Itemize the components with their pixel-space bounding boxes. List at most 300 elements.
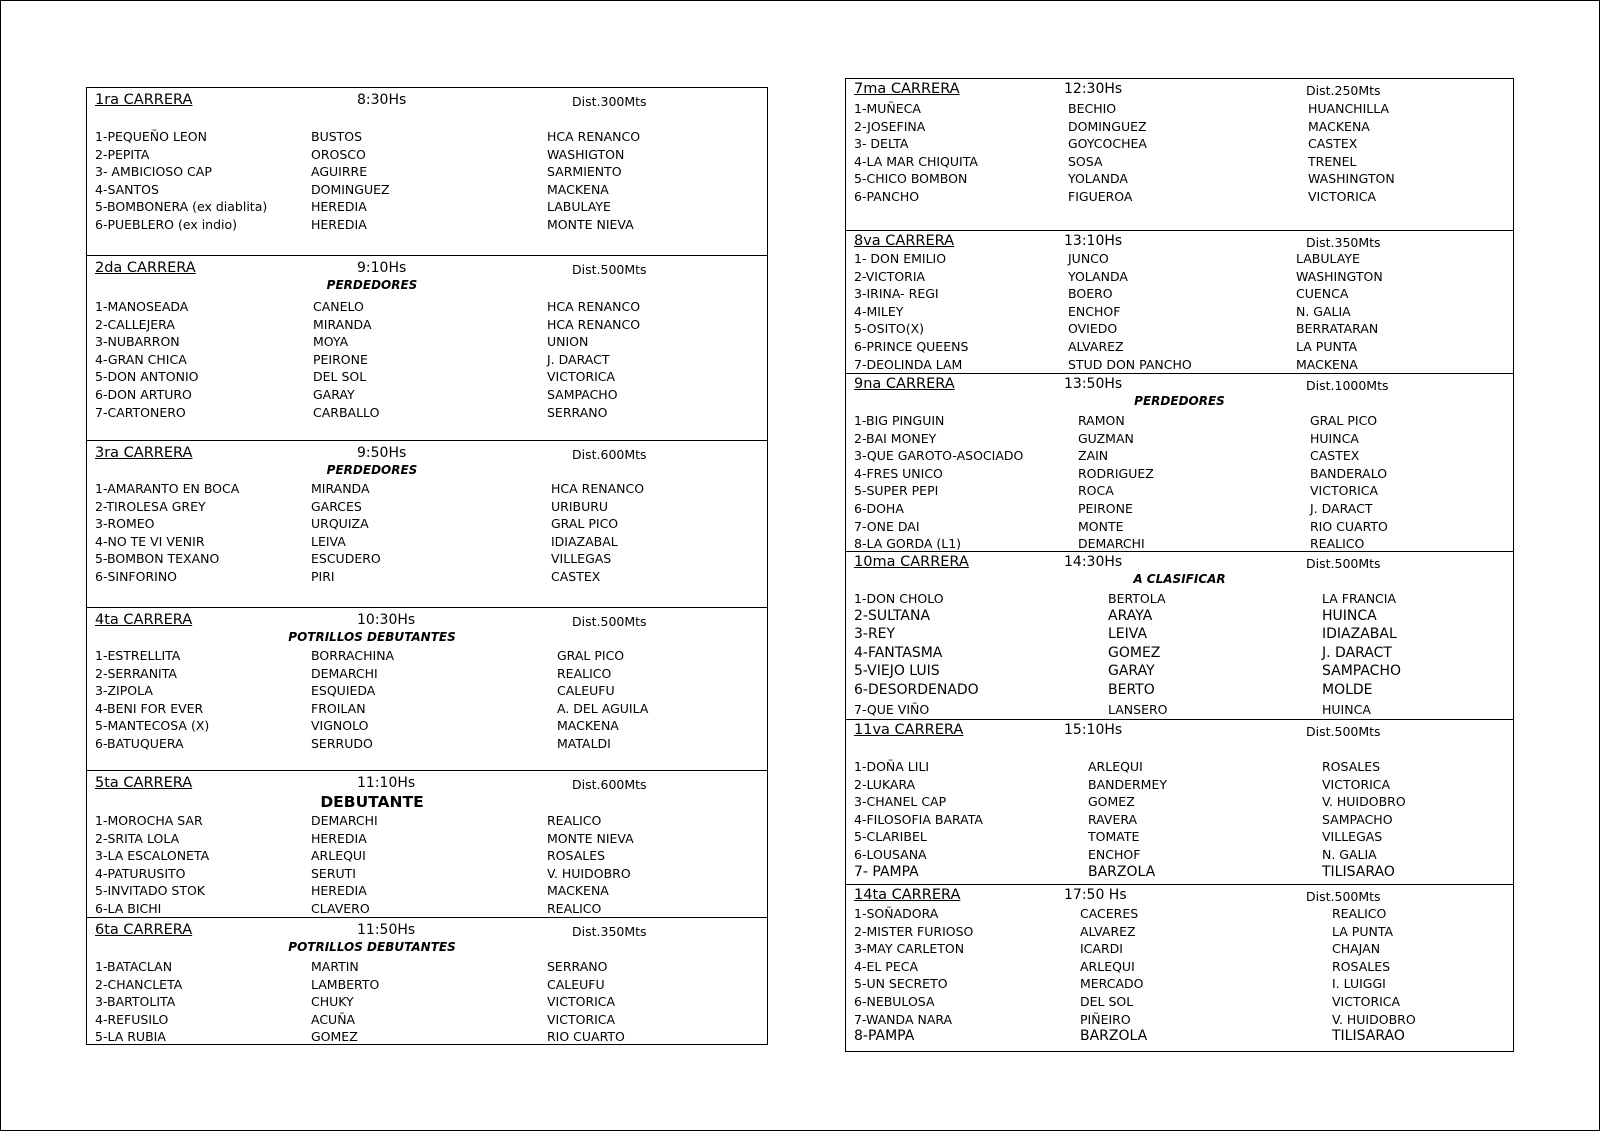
entry-list [87,480,767,586]
origin-place: CASTEX [551,568,601,584]
origin-place: REALICO [557,665,612,681]
jockey-name: YOLANDA [1068,268,1128,284]
entry-row [87,812,767,830]
entry-row [87,368,767,386]
jockey-name: RODRIGUEZ [1078,465,1154,481]
jockey-name: BORRACHINA [311,648,395,663]
race-block [87,440,767,607]
entry-row [846,701,1513,719]
entry-row [87,333,767,351]
entry-row [87,298,767,316]
entry-list [87,128,767,234]
jockey-name: BECHIO [1068,101,1117,116]
origin-place: TILISARAO [1332,1028,1405,1045]
race-time: 14:30Hs [1064,554,1123,570]
race-header [87,92,767,112]
horse-name: 2-MISTER FURIOSO [854,923,974,939]
origin-place: LA FRANCIA [1322,591,1397,606]
race-category-note: PERDEDORES [326,278,418,292]
race-block [87,770,767,917]
horse-name: 6-DESORDENADO [854,681,979,698]
entry-row [846,285,1513,303]
entry-row [87,700,767,718]
origin-place: N. GALIA [1322,846,1377,862]
horse-name: 2-SULTANA [854,607,931,624]
race-title: 14ta CARRERA [854,887,961,903]
race-header [846,376,1513,396]
race-header [846,554,1513,574]
entry-row [846,793,1513,811]
jockey-name: HEREDIA [311,216,367,232]
horse-name: 7-ONE DAI [854,518,920,534]
jockey-name: ICARDI [1080,941,1123,957]
jockey-name: LANSERO [1108,701,1168,717]
race-time: 11:50Hs [357,922,416,938]
horse-name: 3- DELTA [854,136,909,152]
jockey-name: GOYCOCHEA [1068,136,1147,152]
entry-row [87,993,767,1011]
origin-place: J. DARACT [1322,644,1392,661]
entry-row [87,386,767,404]
entry-row [846,100,1513,118]
horse-name: 7-QUE VIÑO [854,701,930,717]
entry-row [846,482,1513,500]
entry-row [87,882,767,900]
horse-name: 4-FRES UNICO [854,465,943,481]
entry-row [846,958,1513,976]
origin-place: MONTE NIEVA [547,216,634,232]
origin-place: CALEUFU [557,683,615,699]
jockey-name: BARZOLA [1080,1028,1148,1045]
origin-place: GRAL PICO [551,516,619,532]
horse-name: 4-FILOSOFIA BARATA [854,811,983,827]
race-category-note: PERDEDORES [1134,394,1225,408]
horse-name: 1- DON EMILIO [854,251,947,266]
race-header [87,445,767,465]
horse-name: 1-MUÑECA [854,101,921,116]
race-title: 11va CARRERA [854,722,964,738]
race-time: 8:30Hs [357,92,407,108]
origin-place: LA PUNTA [1296,338,1358,354]
entry-row [87,830,767,848]
race-category-note: PERDEDORES [326,463,418,477]
entry-row [846,940,1513,958]
origin-place: ROSALES [547,848,606,864]
race-header [87,612,767,632]
horse-name: 6-LA BICHI [95,900,162,916]
race-category-note: DEBUTANTE [320,793,424,811]
entry-row [846,320,1513,338]
race-distance: Dist.250Mts [1306,83,1381,98]
jockey-name: MONTE [1078,518,1124,534]
entry-row [87,958,767,976]
jockey-name: BERTOLA [1108,591,1166,606]
origin-place: J. DARACT [1310,500,1373,516]
horse-name: 3-BARTOLITA [95,994,176,1010]
entry-row [846,682,1513,701]
jockey-name: FROILAN [311,700,366,716]
origin-place: VICTORICA [1308,188,1377,204]
jockey-name: MIRANDA [311,481,370,496]
origin-place: LABULAYE [547,199,611,215]
jockey-name: YOLANDA [1068,171,1128,187]
jockey-name: FIGUEROA [1068,188,1133,204]
entry-row [846,250,1513,268]
entry-list [846,100,1513,206]
entry-row [846,905,1513,923]
origin-place: MACKENA [557,718,619,734]
entry-row [87,198,767,216]
horse-name: 6-PRINCE QUEENS [854,338,969,354]
entry-row [846,864,1513,883]
entry-list [846,250,1513,373]
horse-name: 4-FANTASMA [854,644,943,661]
entry-list [846,758,1513,882]
entry-row [846,828,1513,846]
race-header [846,722,1513,742]
horse-name: 5-LA RUBIA [95,1029,166,1045]
origin-place: HUINCA [1310,430,1359,446]
origin-place: J. DARACT [547,351,610,367]
entry-row [87,216,767,234]
jockey-name: STUD DON PANCHO [1068,356,1192,372]
jockey-name: RAVERA [1088,811,1138,827]
origin-place: CHAJAN [1332,941,1381,957]
origin-place: VICTORICA [547,369,616,385]
entry-row [87,515,767,533]
race-distance: Dist.500Mts [1306,889,1381,904]
entry-row [87,976,767,994]
horse-name: 1-BIG PINGUIN [854,413,945,428]
jockey-name: ESCUDERO [311,551,381,567]
entry-row [846,268,1513,286]
origin-place: CUENCA [1296,286,1349,302]
race-block [846,79,1513,230]
horse-name: 2-SRITA LOLA [95,830,180,846]
horse-name: 6-NEBULOSA [854,993,935,1009]
entry-row [846,1011,1513,1029]
entry-row [846,975,1513,993]
entry-row [846,758,1513,776]
entry-row [87,351,767,369]
horse-name: 5-UN SECRETO [854,976,948,992]
race-distance: Dist.500Mts [572,614,647,629]
jockey-name: DEMARCHI [311,813,378,828]
horse-name: 5-BOMBONERA (ex diablita) [95,199,268,215]
jockey-name: BOERO [1068,286,1113,302]
race-distance: Dist.300Mts [572,94,647,109]
origin-place: HUANCHILLA [1308,101,1390,116]
horse-name: 1-SOÑADORA [854,906,939,921]
entry-row [87,735,767,753]
race-header [87,922,767,942]
horse-name: 1-PEQUEÑO LEON [95,129,207,144]
race-distance: Dist.1000Mts [1306,378,1389,393]
jockey-name: OVIEDO [1068,321,1118,337]
origin-place: SARMIENTO [547,164,622,180]
entry-row [87,647,767,665]
race-block [846,551,1513,719]
jockey-name: ARLEQUI [1080,958,1135,974]
origin-place: VILLEGAS [1322,829,1383,845]
jockey-name: SOSA [1068,153,1103,169]
race-category-note: A CLASIFICAR [1133,572,1226,586]
jockey-name: RAMON [1078,413,1125,428]
race-time: 17:50 Hs [1064,887,1127,903]
entry-row [87,847,767,865]
horse-name: 3-LA ESCALONETA [95,848,210,864]
horse-name: 3-NUBARRON [95,334,180,350]
origin-place: REALICO [1310,536,1365,552]
horse-name: 6-BATUQUERA [95,735,184,751]
race-header [846,887,1513,907]
horse-name: 4-EL PECA [854,958,919,974]
jockey-name: TOMATE [1088,829,1140,845]
entry-row [846,188,1513,206]
horse-name: 2-CHANCLETA [95,976,183,992]
jockey-name: ESQUIEDA [311,683,376,699]
horse-name: 2-JOSEFINA [854,118,926,134]
entry-row [846,153,1513,171]
jockey-name: JUNCO [1068,251,1109,266]
horse-name: 2-SERRANITA [95,665,177,681]
entry-row [87,550,767,568]
race-title: 10ma CARRERA [854,554,969,570]
race-category-note: POTRILLOS DEBUTANTES [288,630,456,644]
horse-name: 3-ZIPOLA [95,683,153,699]
origin-place: REALICO [547,900,602,916]
jockey-name: ARAYA [1108,607,1153,624]
horse-name: 1-ESTRELLITA [95,648,181,663]
horse-name: 7-CARTONERO [95,404,186,420]
race-title: 5ta CARRERA [95,775,193,791]
origin-place: REALICO [1332,906,1387,921]
origin-place: VICTORICA [1322,776,1391,792]
race-time: 13:10Hs [1064,233,1123,249]
jockey-name: GUZMAN [1078,430,1134,446]
horse-name: 4-SANTOS [95,181,159,197]
entry-list [87,298,767,421]
origin-place: RIO CUARTO [1310,518,1388,534]
horse-name: 1-BATACLAN [95,959,173,974]
jockey-name: GOMEZ [1088,794,1135,810]
entry-row [846,118,1513,136]
origin-place: GRAL PICO [557,648,625,663]
jockey-name: MERCADO [1080,976,1144,992]
jockey-name: SERUTI [311,865,356,881]
entry-row [846,846,1513,864]
horse-name: 1-DON CHOLO [854,591,944,606]
entry-row [846,993,1513,1011]
horse-name: 2-LUKARA [854,776,916,792]
horse-name: 4-REFUSILO [95,1011,169,1027]
jockey-name: BERTO [1108,681,1155,698]
entry-row [846,590,1513,608]
origin-place: SAMPACHO [547,386,618,402]
horse-name: 5-DON ANTONIO [95,369,199,385]
origin-place: SERRANO [547,404,608,420]
jockey-name: PEIRONE [1078,500,1133,516]
entry-row [87,163,767,181]
jockey-name: BARZOLA [1088,863,1156,880]
race-time: 11:10Hs [357,775,416,791]
origin-place: IDIAZABAL [1322,626,1397,643]
origin-place: LABULAYE [1296,251,1360,266]
origin-place: WASHINGTON [1308,171,1395,187]
jockey-name: CARBALLO [313,404,380,420]
entry-row [846,303,1513,321]
origin-place: HUINCA [1322,701,1371,717]
origin-place: SERRANO [547,959,608,974]
origin-place: MACKENA [547,181,609,197]
jockey-name: DEL SOL [1080,993,1134,1009]
jockey-name: ARLEQUI [1088,759,1143,774]
race-title: 4ta CARRERA [95,612,193,628]
jockey-name: DEMARCHI [1078,536,1145,552]
origin-place: N. GALIA [1296,303,1351,319]
entry-row [846,608,1513,627]
origin-place: MOLDE [1322,681,1373,698]
origin-place: BANDERALO [1310,465,1388,481]
horse-name: 5-CHICO BOMBON [854,171,968,187]
horse-name: 6-PANCHO [854,188,920,204]
race-title: 6ta CARRERA [95,922,193,938]
origin-place: HCA RENANCO [547,299,641,314]
race-title: 7ma CARRERA [854,81,960,97]
jockey-name: ZAIN [1078,448,1109,464]
race-distance: Dist.350Mts [1306,235,1381,250]
jockey-name: CACERES [1080,906,1139,921]
origin-place: V. HUIDOBRO [1322,794,1406,810]
horse-name: 6-SINFORINO [95,568,178,584]
race-time: 9:10Hs [357,260,407,276]
horse-name: 3- AMBICIOSO CAP [95,164,212,180]
horse-name: 6-DON ARTURO [95,386,192,402]
entry-list [846,905,1513,1047]
entry-row [846,518,1513,536]
horse-name: 5-INVITADO STOK [95,883,205,899]
entry-row [846,645,1513,664]
race-block [87,607,767,770]
entry-row [87,404,767,422]
horse-name: 2-CALLEJERA [95,316,175,332]
entry-list [87,958,767,1046]
origin-place: ROSALES [1322,759,1381,774]
origin-place: CASTEX [1310,448,1360,464]
entry-row [846,663,1513,682]
origin-place: WASHINGTON [1296,268,1383,284]
origin-place: MACKENA [1308,118,1370,134]
origin-place: HCA RENANCO [547,129,641,144]
jockey-name: HEREDIA [311,883,367,899]
left-race-column [86,87,768,1045]
origin-place: GRAL PICO [1310,413,1378,428]
origin-place: HCA RENANCO [551,481,645,496]
entry-row [87,128,767,146]
entry-row [87,568,767,586]
entry-list [87,812,767,918]
origin-place: VICTORICA [547,994,616,1010]
jockey-name: ALVAREZ [1068,338,1124,354]
horse-name: 1-MANOSEADA [95,299,189,314]
horse-name: 4-LA MAR CHIQUITA [854,153,978,169]
horse-name: 3-CHANEL CAP [854,794,947,810]
race-block [846,230,1513,373]
origin-place: HCA RENANCO [547,316,641,332]
entry-row [846,356,1513,374]
entry-row [846,923,1513,941]
horse-name: 3-MAY CARLETON [854,941,965,957]
jockey-name: PEIRONE [313,351,368,367]
origin-place: SAMPACHO [1322,663,1402,680]
entry-row [87,865,767,883]
race-time: 10:30Hs [357,612,416,628]
horse-name: 6-LOUSANA [854,846,927,862]
race-block [846,719,1513,884]
entry-row [846,811,1513,829]
jockey-name: MIRANDA [313,316,372,332]
jockey-name: MOYA [313,334,349,350]
jockey-name: SERRUDO [311,735,373,751]
entry-row [846,447,1513,465]
horse-name: 3-REY [854,626,896,643]
race-block [846,884,1513,1053]
origin-place: V. HUIDOBRO [547,865,631,881]
jockey-name: AGUIRRE [311,164,368,180]
jockey-name: ALVAREZ [1080,923,1136,939]
jockey-name: LEIVA [311,533,346,549]
race-header [87,260,767,280]
jockey-name: GARAY [313,386,355,402]
origin-place: VICTORICA [1332,993,1401,1009]
jockey-name: URQUIZA [311,516,369,532]
race-distance: Dist.500Mts [1306,724,1381,739]
jockey-name: VIGNOLO [311,718,369,734]
jockey-name: PIRI [311,568,335,584]
race-time: 15:10Hs [1064,722,1123,738]
entry-row [87,480,767,498]
jockey-name: DOMINGUEZ [1068,118,1147,134]
horse-name: 7-WANDA NARA [854,1011,953,1027]
origin-place: MACKENA [1296,356,1358,372]
jockey-name: CHUKY [311,994,354,1010]
origin-place: SAMPACHO [1322,811,1393,827]
origin-place: MONTE NIEVA [547,830,634,846]
race-title: 9na CARRERA [854,376,955,392]
horse-name: 5-BOMBON TEXANO [95,551,220,567]
jockey-name: DEL SOL [313,369,367,385]
horse-name: 1-AMARANTO EN BOCA [95,481,240,496]
origin-place: TILISARAO [1322,863,1395,880]
origin-place: REALICO [547,813,602,828]
entry-row [846,776,1513,794]
origin-place: LA PUNTA [1332,923,1394,939]
entry-row [87,665,767,683]
horse-name: 5-MANTECOSA (X) [95,718,210,734]
origin-place: VILLEGAS [551,551,612,567]
horse-name: 8-LA GORDA (L1) [854,536,962,552]
jockey-name: GOMEZ [1108,644,1161,661]
horse-name: 4-PATURUSITO [95,865,186,881]
origin-place: V. HUIDOBRO [1332,1011,1416,1027]
entry-row [87,1028,767,1046]
jockey-name: DEMARCHI [311,665,378,681]
origin-place: BERRATARAN [1296,321,1379,337]
right-race-column [845,78,1514,1052]
entry-row [846,500,1513,518]
horse-name: 3-ROMEO [95,516,155,532]
entry-row [87,146,767,164]
